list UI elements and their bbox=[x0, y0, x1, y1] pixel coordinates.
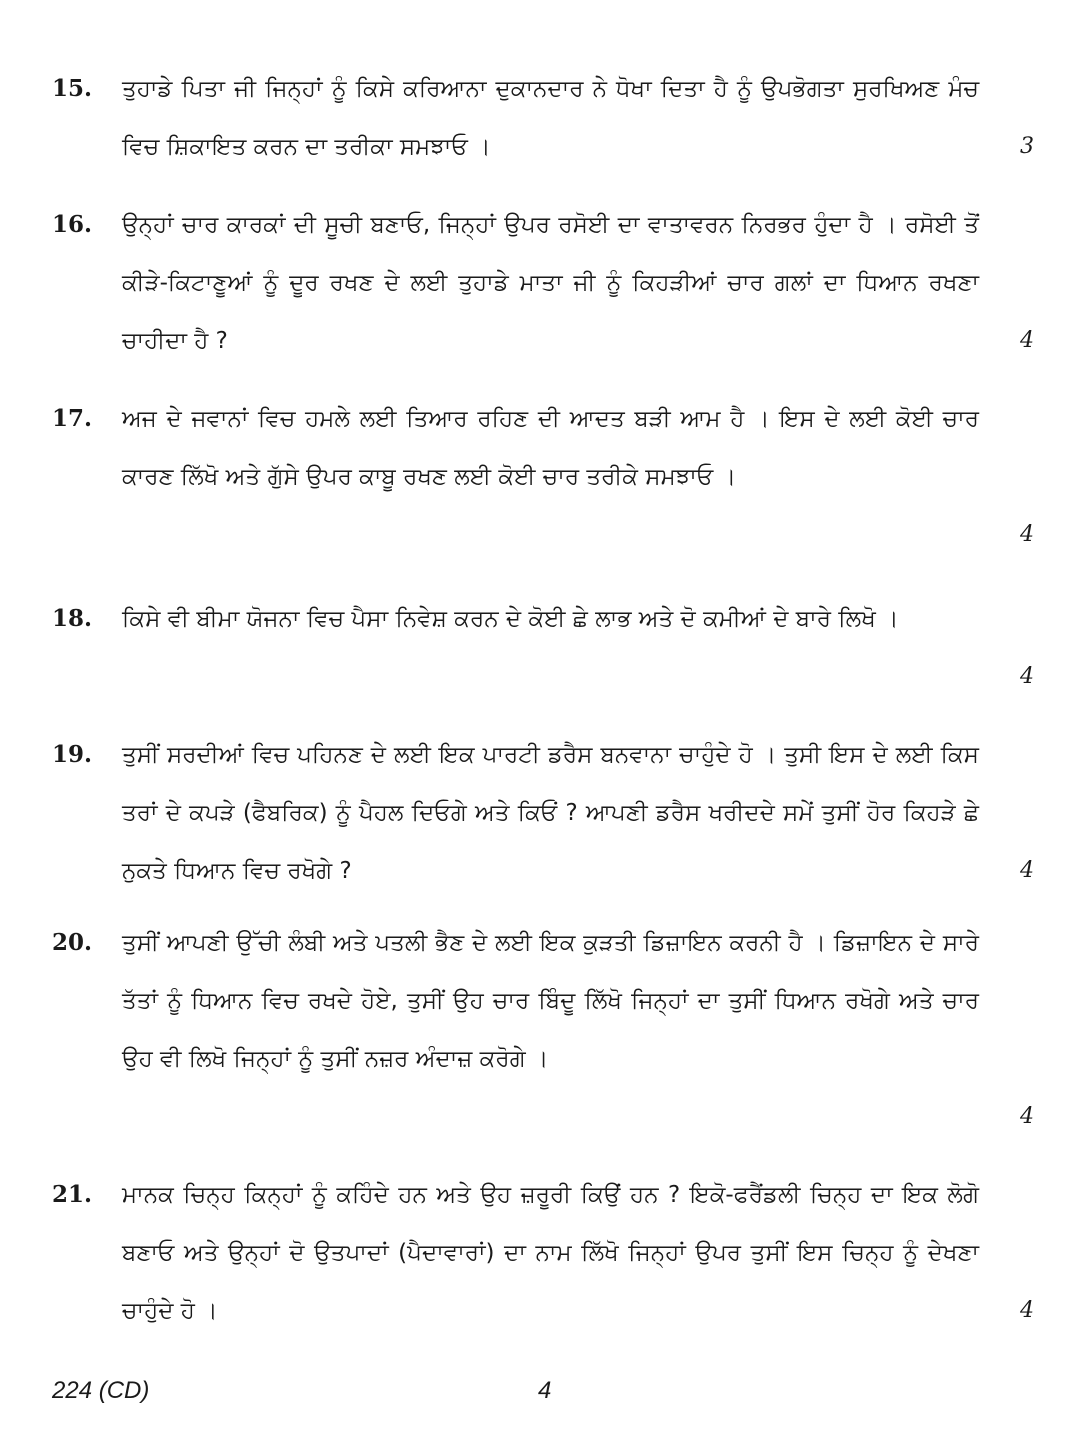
question-marks: 4 bbox=[1020, 1298, 1034, 1323]
paper-code: 224 (CD) bbox=[52, 1377, 150, 1404]
question-text: ਮਾਨਕ ਚਿਨ੍ਹ ਕਿਨ੍ਹਾਂ ਨੂੰ ਕਹਿੰਦੇ ਹਨ ਅਤੇ ਉਹ ਜ਼ਰੂਰੀ ਕਿਉਂ ਹਨ ? ਇਕੋ-ਫਰੈਂਡਲੀ ਚਿਨ੍ਹ ਦਾ ਇਕ ਲੋਗੋ ਬਣਾਓ ਅਤੇ ਉਨ੍ਹਾਂ ਦੋ ਉਤਪਾਦਾਂ (ਪੈਦਾਵਾਰਾਂ) ਦਾ ਨਾਮ ਲਿੱਖੋ ਜਿਨ੍ਹਾਂ ਉਪਰ ਤੁਸੀਂ ਇਸ ਚਿਨ੍ਹ ਨੂੰ ਦੇਖਣਾ ਚਾਹੁੰਦੇ ਹੋ । bbox=[122, 1182, 979, 1324]
question-text: ਕਿਸੇ ਵੀ ਬੀਮਾ ਯੋਜਨਾ ਵਿਚ ਪੈਸਾ ਨਿਵੇਸ਼ ਕਰਨ ਦੇ ਕੋਈ ਛੇ ਲਾਭ ਅਤੇ ਦੋ ਕਮੀਆਂ ਦੇ ਬਾਰੇ ਲਿਖੋ । bbox=[122, 606, 899, 632]
question-text: ਤੁਸੀਂ ਸਰਦੀਆਂ ਵਿਚ ਪਹਿਨਣ ਦੇ ਲਈ ਇਕ ਪਾਰਟੀ ਡਰੈਸ ਬਨਵਾਨਾ ਚਾਹੁੰਦੇ ਹੋ । ਤੁਸੀ ਇਸ ਦੇ ਲਈ ਕਿਸ ਤਰਾਂ ਦੇ ਕਪੜੇ (ਫੈਬਰਿਕ) ਨੂੰ ਪੈਹਲ ਦਿਓਗੇ ਅਤੇ ਕਿਓਂ ? ਆਪਣੀ ਡਰੈਸ ਖਰੀਦਦੇ ਸਮੇਂ ਤੁਸੀਂ ਹੋਰ ਕਿਹੜੇ ਛੇ ਨੁਕਤੇ ਧਿਆਨ ਵਿਚ ਰਖੋਗੇ ? bbox=[122, 742, 979, 884]
question-text: ਤੁਸੀਂ ਆਪਣੀ ਉੱਚੀ ਲੰਬੀ ਅਤੇ ਪਤਲੀ ਭੈਣ ਦੇ ਲਈ ਇਕ ਕੁੜਤੀ ਡਿਜ਼ਾਇਨ ਕਰਨੀ ਹੈ । ਡਿਜ਼ਾਇਨ ਦੇ ਸਾਰੇ ਤੱਤਾਂ ਨੂੰ ਧਿਆਨ ਵਿਚ ਰਖਦੇ ਹੋਏ, ਤੁਸੀਂ ਉਹ ਚਾਰ ਬਿੰਦੂ ਲਿੱਖੋ ਜਿਨ੍ਹਾਂ ਦਾ ਤੁਸੀਂ ਧਿਆਨ ਰਖੋਗੇ ਅਤੇ ਚਾਰ ਉਹ ਵੀ ਲਿਖੋ ਜਿਨ੍ਹਾਂ ਨੂੰ ਤੁਸੀਂ ਨਜ਼ਰ ਅੰਦਾਜ਼ ਕਰੋਗੇ । bbox=[122, 930, 979, 1072]
question-marks: 4 bbox=[1020, 328, 1034, 353]
question-marks: 4 bbox=[1020, 522, 1034, 547]
question-marks: 4 bbox=[1020, 858, 1034, 883]
question-text: ਉਨ੍ਹਾਂ ਚਾਰ ਕਾਰਕਾਂ ਦੀ ਸੂਚੀ ਬਣਾਓ, ਜਿਨ੍ਹਾਂ ਉਪਰ ਰਸੋਈ ਦਾ ਵਾਤਾਵਰਨ ਨਿਰਭਰ ਹੁੰਦਾ ਹੈ । ਰਸੋਈ ਤੋਂ ਕੀੜੇ-ਕਿਟਾਣੂਆਂ ਨੂੰ ਦੂਰ ਰਖਣ ਦੇ ਲਈ ਤੁਹਾਡੇ ਮਾਤਾ ਜੀ ਨੂੰ ਕਿਹੜੀਆਂ ਚਾਰ ਗਲਾਂ ਦਾ ਧਿਆਨ ਰਖਣਾ ਚਾਹੀਦਾ ਹੈ ? bbox=[122, 212, 979, 354]
question-number: 15. bbox=[52, 75, 93, 102]
question-number: 20. bbox=[52, 929, 93, 956]
question-number: 18. bbox=[52, 605, 93, 632]
question-number: 19. bbox=[52, 741, 93, 768]
question-number: 21. bbox=[52, 1181, 93, 1208]
question-text: ਅਜ ਦੇ ਜਵਾਨਾਂ ਵਿਚ ਹਮਲੇ ਲਈ ਤਿਆਰ ਰਹਿਣ ਦੀ ਆਦਤ ਬੜੀ ਆਮ ਹੈ । ਇਸ ਦੇ ਲਈ ਕੋਈ ਚਾਰ ਕਾਰਣ ਲਿੱਖੋ ਅਤੇ ਗੁੱਸੇ ਉਪਰ ਕਾਬੂ ਰਖਣ ਲਈ ਕੋਈ ਚਾਰ ਤਰੀਕੇ ਸਮਝਾਓ । bbox=[122, 406, 979, 490]
question-text: ਤੁਹਾਡੇ ਪਿਤਾ ਜੀ ਜਿਨ੍ਹਾਂ ਨੂੰ ਕਿਸੇ ਕਰਿਆਨਾ ਦੁਕਾਨਦਾਰ ਨੇ ਧੋਖਾ ਦਿਤਾ ਹੈ ਨੂੰ ਉਪਭੋਗਤਾ ਸੁਰਖਿਅਣ ਮੰਚ ਵਿਚ ਸ਼ਿਕਾਇਤ ਕਰਨ ਦਾ ਤਰੀਕਾ ਸਮਝਾਓ । bbox=[122, 76, 979, 160]
question-number: 17. bbox=[52, 405, 93, 432]
question-marks: 4 bbox=[1020, 1104, 1034, 1129]
question-marks: 3 bbox=[1020, 134, 1034, 159]
page-number: 4 bbox=[538, 1377, 552, 1404]
question-number: 16. bbox=[52, 211, 93, 238]
question-marks: 4 bbox=[1020, 664, 1034, 689]
